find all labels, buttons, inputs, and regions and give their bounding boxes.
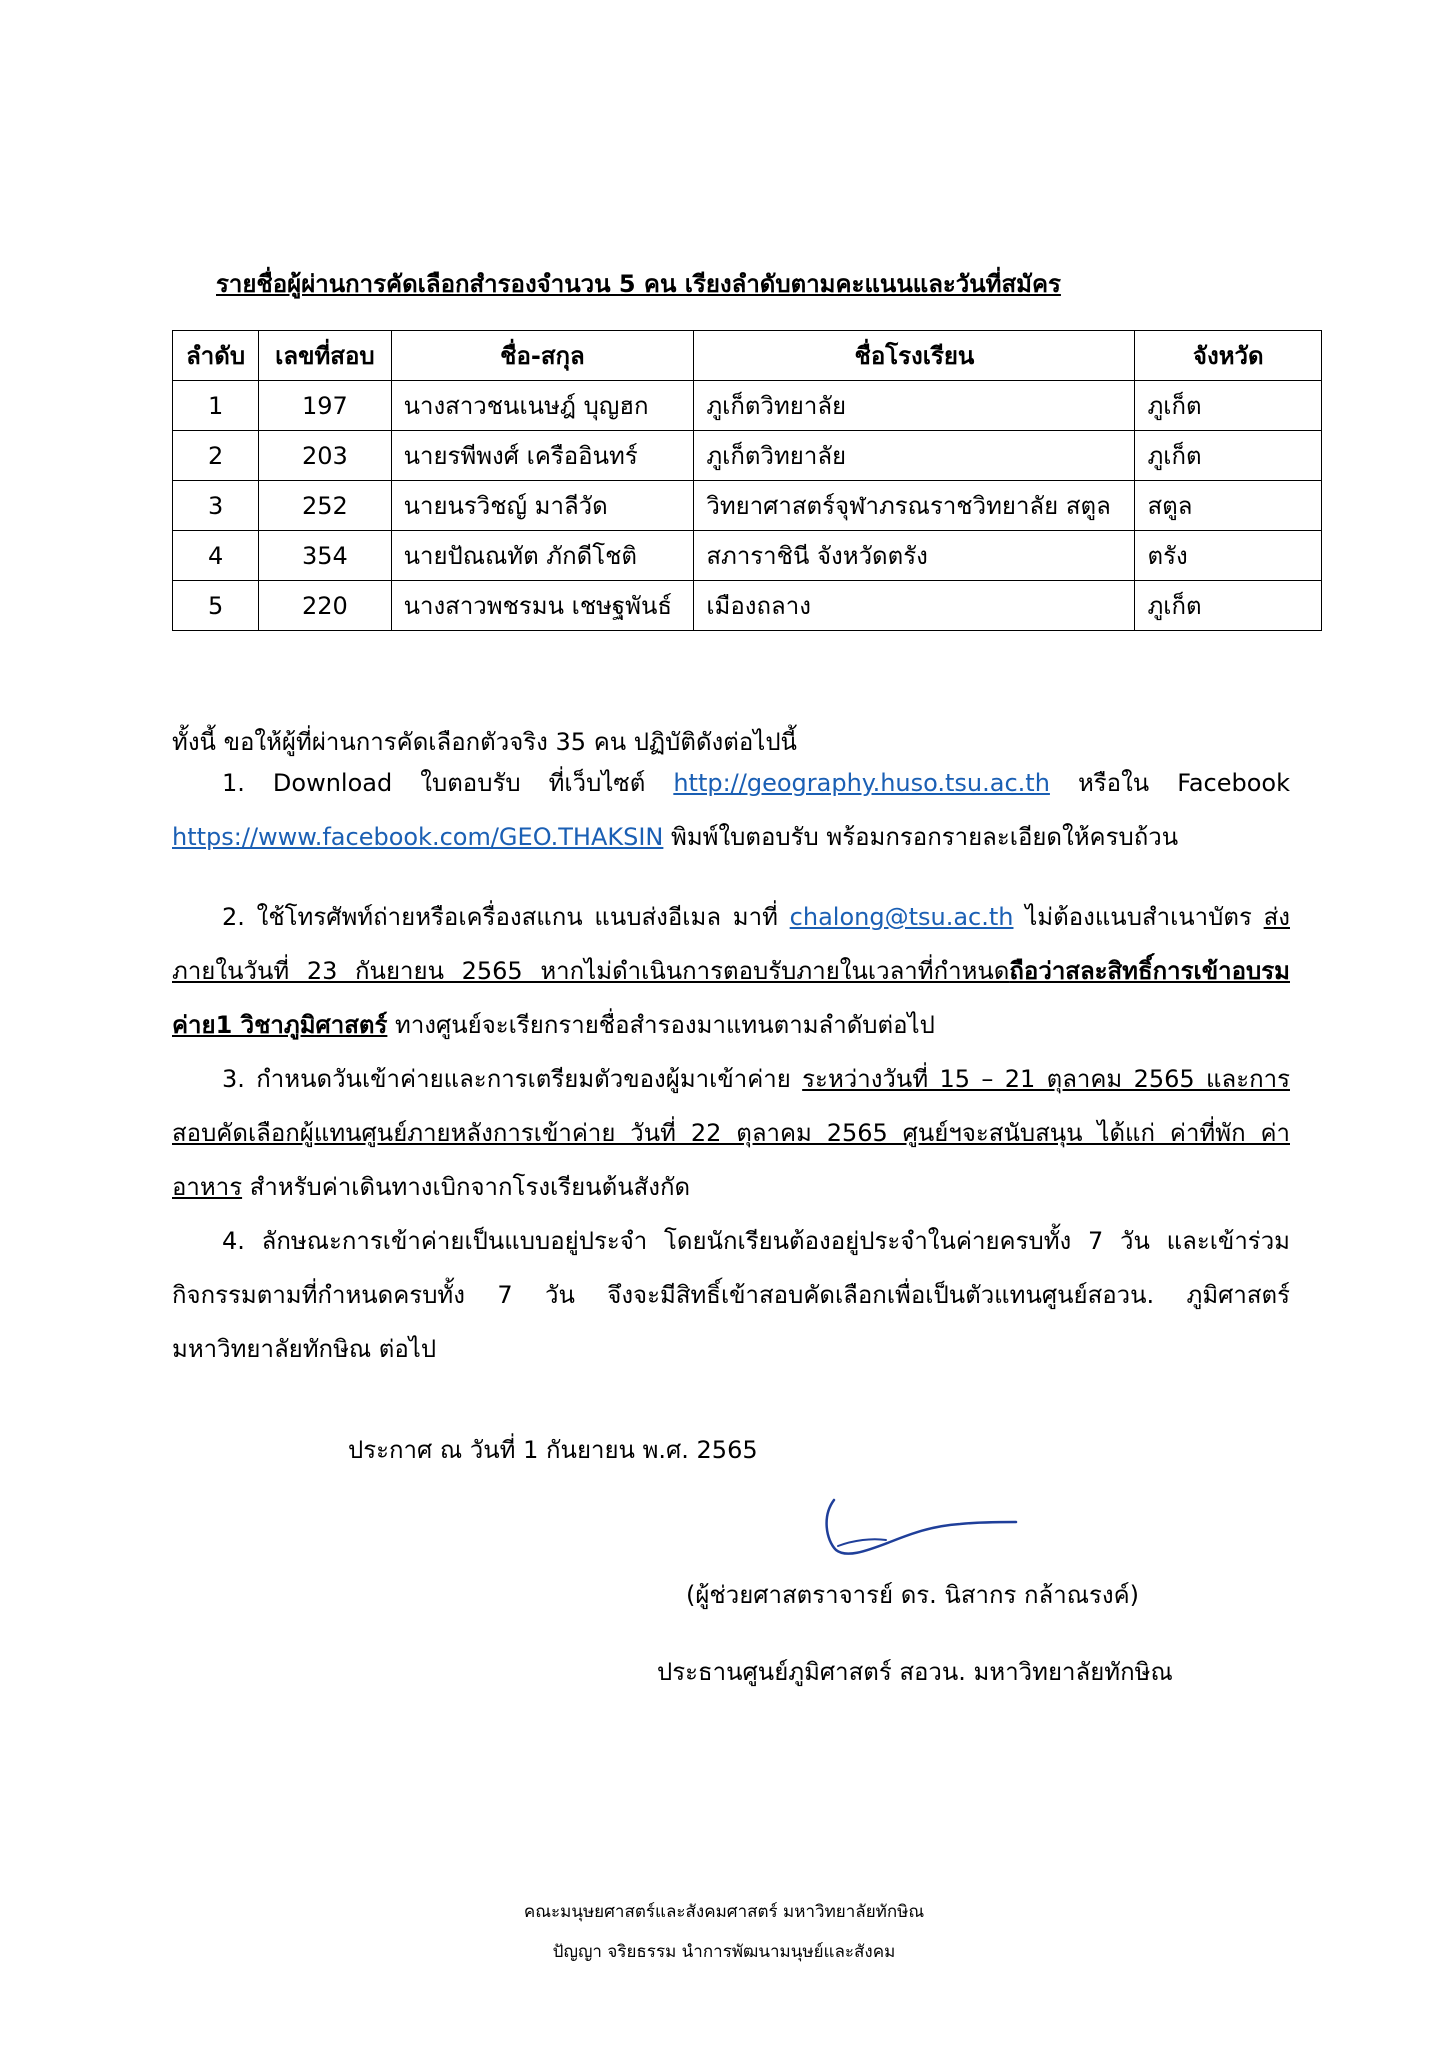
table-row: [173, 531, 1322, 581]
cell-exam-id: 220: [259, 581, 391, 631]
cell-exam-id: 197: [259, 381, 391, 431]
table-row: [173, 381, 1322, 431]
cell-order: 2: [173, 431, 259, 481]
table-row: [173, 481, 1322, 531]
cell-exam-id: 203: [259, 431, 391, 481]
cell-name: นายปัณณทัต ภักดีโชติ: [391, 531, 694, 581]
instruction-item-1: 1. Download ใบตอบรับ ที่เว็บไซต์ http://geography.huso.tsu.ac.th หรือใน Facebook https://www.facebook.com/GEO.THAKSIN พิมพ์ใบตอบรับ พร้อมกรอกรายละเอียดให้ครบถ้วน: [172, 769, 1291, 851]
header-name: ชื่อ-สกุล: [391, 331, 694, 381]
footer-faculty: คณะมนุษยศาสตร์และสังคมศาสตร์ มหาวิทยาลัยทักษิณ: [523, 1902, 925, 1922]
cell-order: 3: [173, 481, 259, 531]
cell-name: นางสาวชนเนษฎ์ บุญฮก: [391, 381, 694, 431]
cell-exam-id: 252: [259, 481, 391, 531]
website-link[interactable]: http://geography.huso.tsu.ac.th: [673, 769, 1050, 797]
cell-order: 1: [173, 381, 259, 431]
forfeit-notice: ถือว่าสละสิทธิ์การเข้าอบรมค่าย1 วิชาภูมิศาสตร์: [172, 957, 1290, 1039]
cell-province: สตูล: [1135, 481, 1322, 531]
cell-order: 5: [173, 581, 259, 631]
header-order: ลำดับ: [173, 331, 259, 381]
cell-school: เมืองถลาง: [694, 581, 1135, 631]
cell-name: นายรพีพงศ์ เครืออินทร์: [391, 431, 694, 481]
announcement-date: ประกาศ ณ วันที่ 1 กันยายน พ.ศ. 2565: [348, 1436, 758, 1464]
cell-order: 4: [173, 531, 259, 581]
deadline-text: ส่งภายในวันที่ 23 กันยายน 2565 หากไม่ดำเนินการตอบรับภายในเวลาที่กำหนด: [172, 903, 1290, 985]
camp-dates-text: ระหว่างวันที่ 15 – 21 ตุลาคม 2565 และการสอบคัดเลือกผู้แทนศูนย์ภายหลังการเข้าค่าย วันที่ 22 ตุลาคม 2565 ศูนย์ฯจะสนับสนุน ได้แก่ ค่าที่พัก ค่าอาหาร: [172, 1065, 1290, 1201]
signature-image: [820, 1488, 1020, 1578]
cell-school: สภาราชินี จังหวัดตรัง: [694, 531, 1135, 581]
header-school: ชื่อโรงเรียน: [694, 331, 1135, 381]
cell-name: นายนรวิชญ์ มาลีวัด: [391, 481, 694, 531]
table-row: [173, 581, 1322, 631]
table-row: [173, 431, 1322, 481]
instruction-item-4: 4. ลักษณะการเข้าค่ายเป็นแบบอยู่ประจำ โดยนักเรียนต้องอยู่ประจำในค่ายครบทั้ง 7 วัน และเข้าร่วมกิจกรรมตามที่กำหนดครบทั้ง 7 วัน จึงจะมีสิทธิ์เข้าสอบคัดเลือกเพื่อเป็นตัวแทนศูนย์สอวน. ภูมิศาสตร์ มหาวิทยาลัยทักษิณ ต่อไป: [172, 1227, 1290, 1363]
instructions-intro: ทั้งนี้ ขอให้ผู้ที่ผ่านการคัดเลือกตัวจริง 35 คน ปฏิบัติดังต่อไปนี้: [172, 728, 797, 756]
reserve-list-table: [172, 330, 1322, 631]
cell-province: ภูเก็ต: [1135, 381, 1322, 431]
instruction-item-3: 3. กำหนดวันเข้าค่ายและการเตรียมตัวของผู้มาเข้าค่าย ระหว่างวันที่ 15 – 21 ตุลาคม 2565 และการสอบคัดเลือกผู้แทนศูนย์ภายหลังการเข้าค่าย วันที่ 22 ตุลาคม 2565 ศูนย์ฯจะสนับสนุน ได้แก่ ค่าที่พัก ค่าอาหาร สำหรับค่าเดินทางเบิกจากโรงเรียนต้นสังกัด: [172, 1065, 1290, 1201]
email-link[interactable]: chalong@tsu.ac.th: [789, 903, 1014, 931]
instruction-item-2: 2. ใช้โทรศัพท์ถ่ายหรือเครื่องสแกน แนบส่งอีเมล มาที่ chalong@tsu.ac.th ไม่ต้องแนบสำเนาบัตร ส่งภายในวันที่ 23 กันยายน 2565 หากไม่ดำเนินการตอบรับภายในเวลาที่กำหนดถือว่าสละสิทธิ์การเข้าอบรมค่าย1 วิชาภูมิศาสตร์ ทางศูนย์จะเรียกรายชื่อสำรองมาแทนตามลำดับต่อไป: [172, 903, 1290, 1039]
cell-school: วิทยาศาสตร์จุฬาภรณราชวิทยาลัย สตูล: [694, 481, 1135, 531]
cell-name: นางสาวพชรมน เชษฐพันธ์: [391, 581, 694, 631]
facebook-link[interactable]: https://www.facebook.com/GEO.THAKSIN: [172, 823, 664, 851]
cell-province: ภูเก็ต: [1135, 581, 1322, 631]
reserve-list-heading: รายชื่อผู้ผ่านการคัดเลือกสำรองจำนวน 5 คน เรียงลำดับตามคะแนนและวันที่สมัคร: [216, 270, 1061, 298]
cell-province: ตรัง: [1135, 531, 1322, 581]
cell-exam-id: 354: [259, 531, 391, 581]
signer-title: ประธานศูนย์ภูมิศาสตร์ สอวน. มหาวิทยาลัยทักษิณ: [657, 1658, 1173, 1686]
header-exam-id: เลขที่สอบ: [259, 331, 391, 381]
cell-province: ภูเก็ต: [1135, 431, 1322, 481]
cell-school: ภูเก็ตวิทยาลัย: [694, 431, 1135, 481]
header-province: จังหวัด: [1135, 331, 1322, 381]
table-header-row: [173, 331, 1322, 381]
signer-name: (ผู้ช่วยศาสตราจารย์ ดร. นิสากร กล้าณรงค์): [686, 1581, 1140, 1609]
cell-school: ภูเก็ตวิทยาลัย: [694, 381, 1135, 431]
footer-motto: ปัญญา จริยธรรม นำการพัฒนามนุษย์และสังคม: [552, 1942, 896, 1962]
